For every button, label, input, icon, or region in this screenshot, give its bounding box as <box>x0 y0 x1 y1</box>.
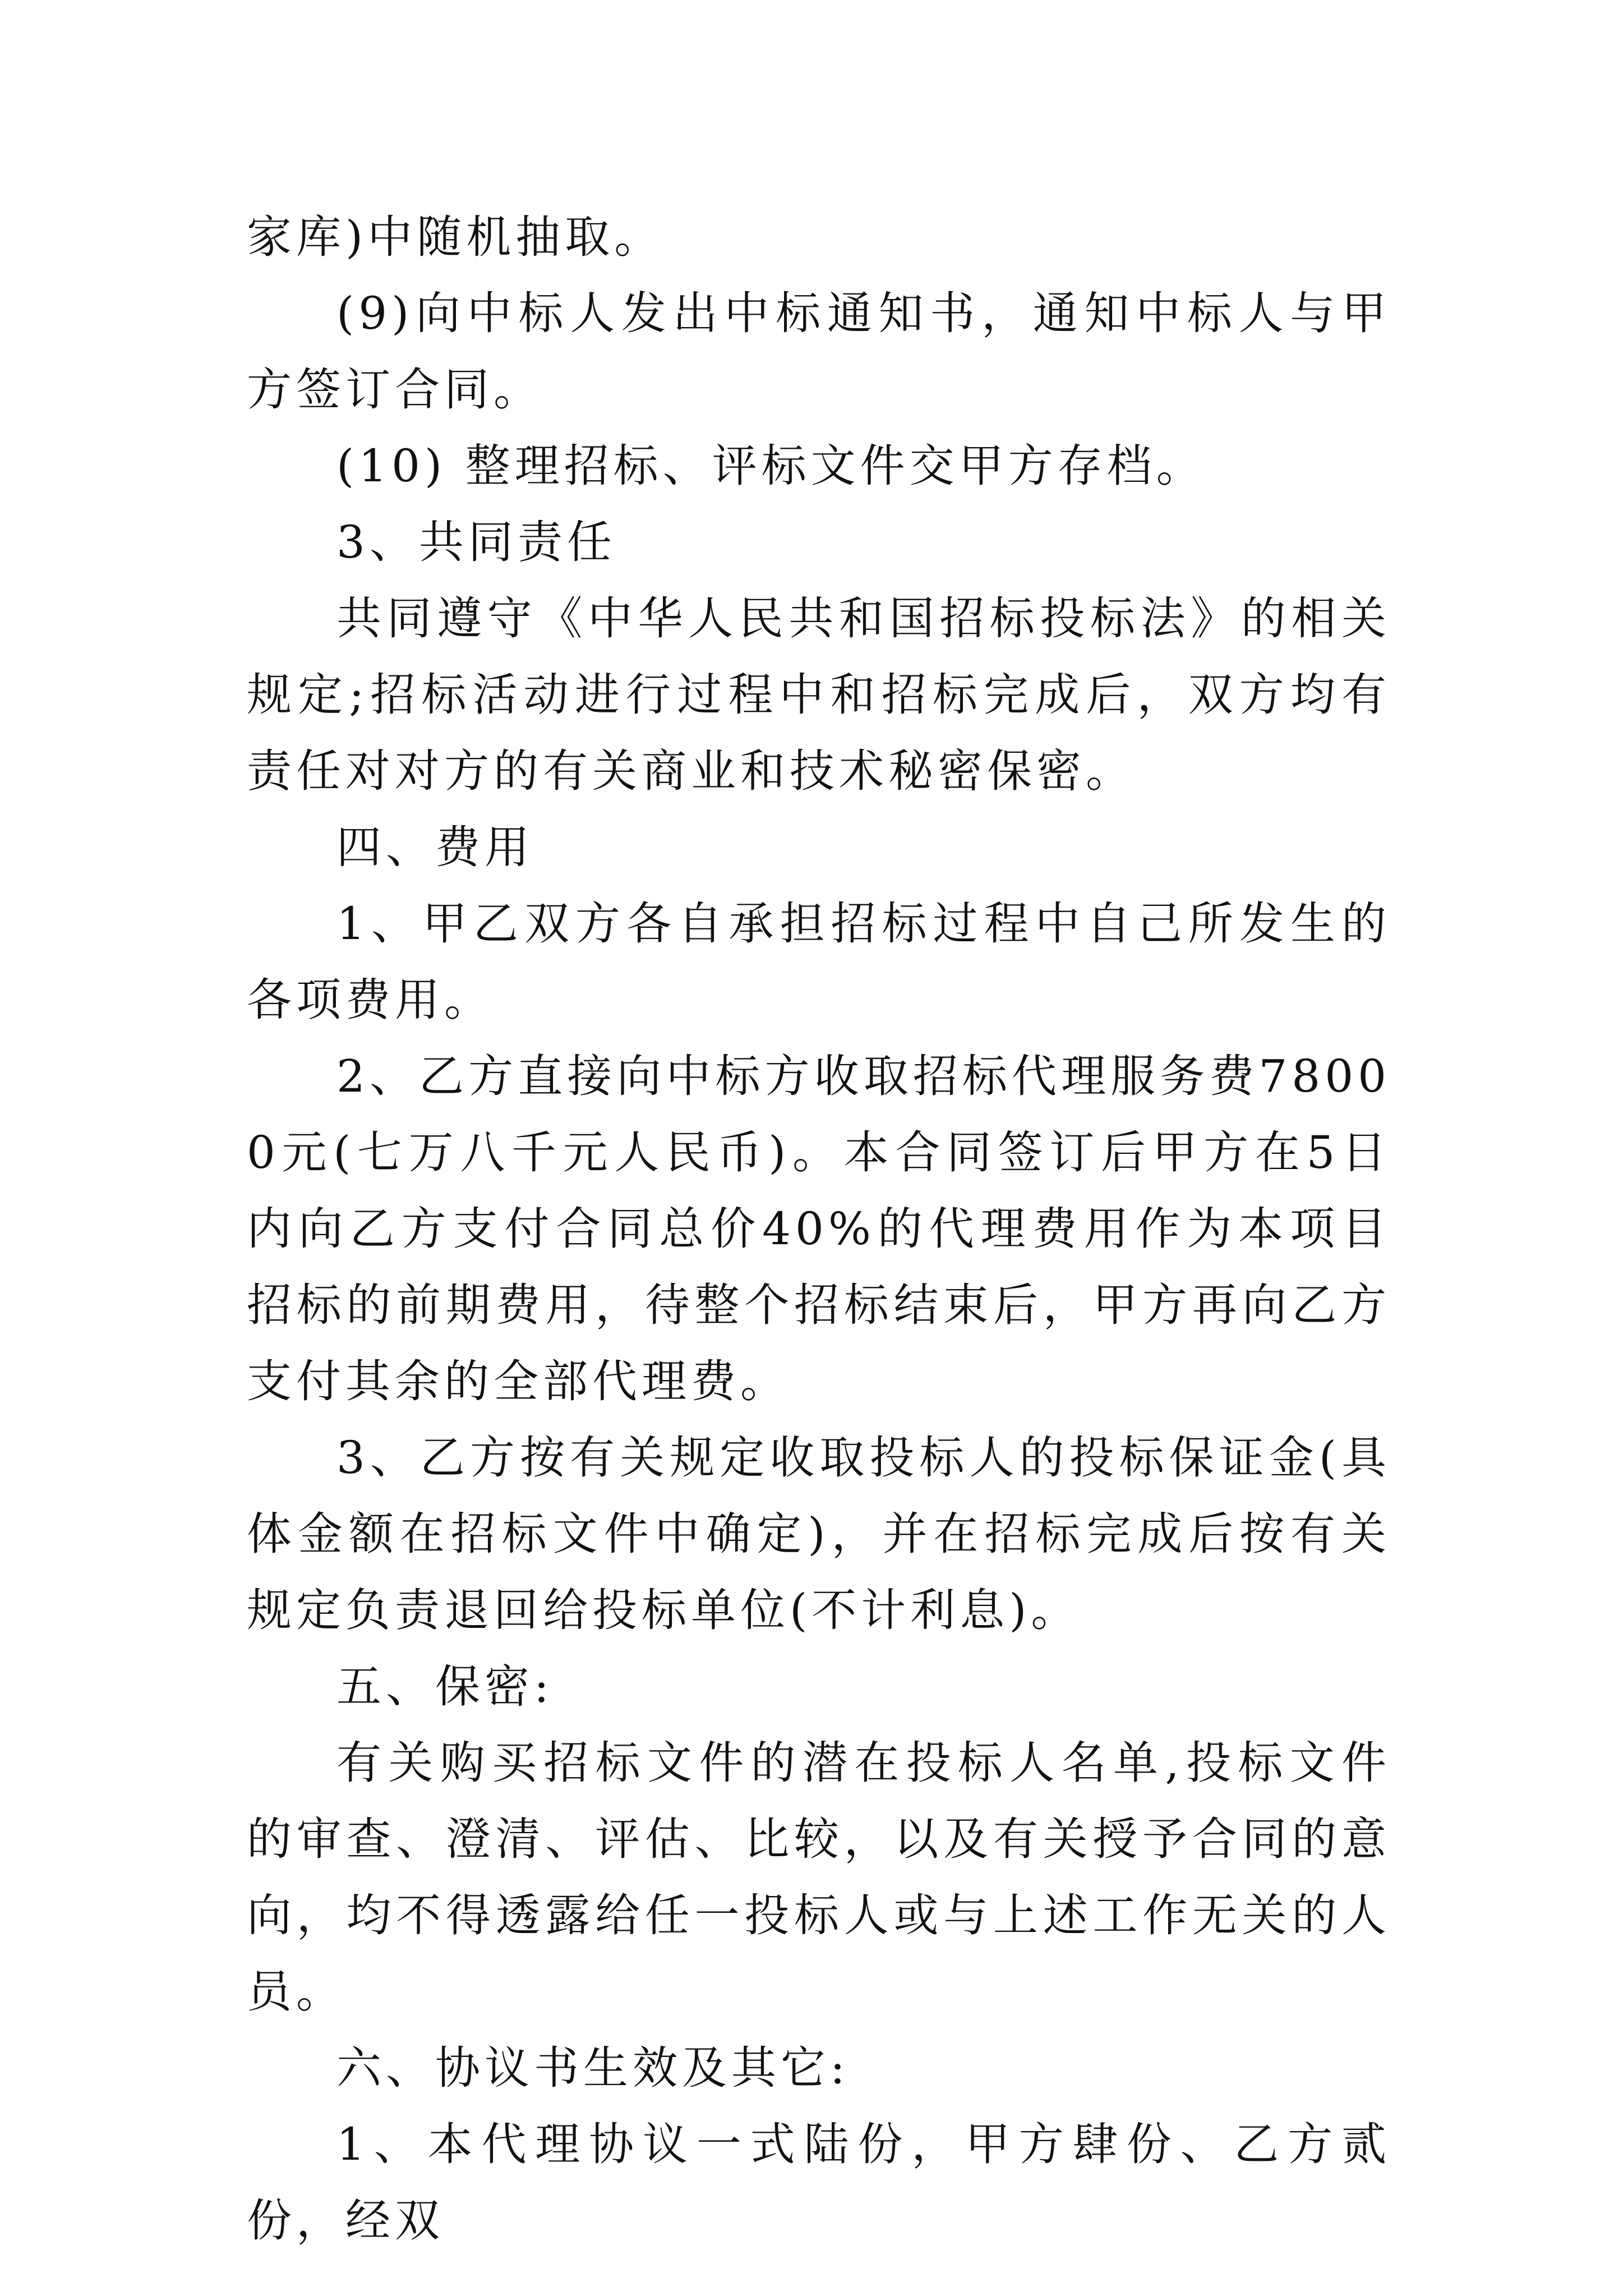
paragraph-9: 3、乙方按有关规定收取投标人的投标保证金(具体金额在招标文件中确定)，并在招标完成后按有关规定负责退回给投标单位(不计利息)。 <box>247 1432 1391 1636</box>
paragraph-3: (10) 整理招标、评标文件交甲方存档。 <box>336 440 1206 492</box>
section-heading-joint-responsibility: 3、共同责任 <box>336 516 616 568</box>
section-heading-confidentiality: 五、保密: <box>336 1660 554 1713</box>
paragraph-5: 共同遵守《中华人民共和国招标投标法》的相关规定;招标活动进行过程中和招标完成后，双方均有责任对对方的有关商业和技术秘密保密。 <box>247 592 1391 797</box>
paragraph-11: 有关购买招标文件的潜在投标人名单,投标文件的审查、澄清、评估、比较，以及有关授予合同的意向，均不得透露给任一投标人或与上述工作无关的人员。 <box>247 1737 1391 2018</box>
section-heading-effectiveness: 六、协议书生效及其它: <box>336 2042 850 2094</box>
section-heading-fees: 四、费用 <box>336 821 534 873</box>
paragraph-8: 2、乙方直接向中标方收取招标代理服务费78000元(七万八千元人民币)。本合同签订后甲方在5日内向乙方支付合同总价40%的代理费用作为本项目招标的前期费用，待整个招标结束后，甲方再向乙方支付其余的全部代理费。 <box>247 1050 1391 1407</box>
document-body <box>247 199 1391 2259</box>
paragraph-7: 1、甲乙双方各自承担招标过程中自己所发生的各项费用。 <box>247 898 1391 1026</box>
paragraph-2: (9)向中标人发出中标通知书，通知中标人与甲方签订合同。 <box>247 287 1391 416</box>
paragraph-1: 家库)中随机抽取。 <box>247 211 664 263</box>
paragraph-13: 1、本代理协议一式陆份，甲方肆份、乙方贰份，经双 <box>247 2118 1391 2247</box>
